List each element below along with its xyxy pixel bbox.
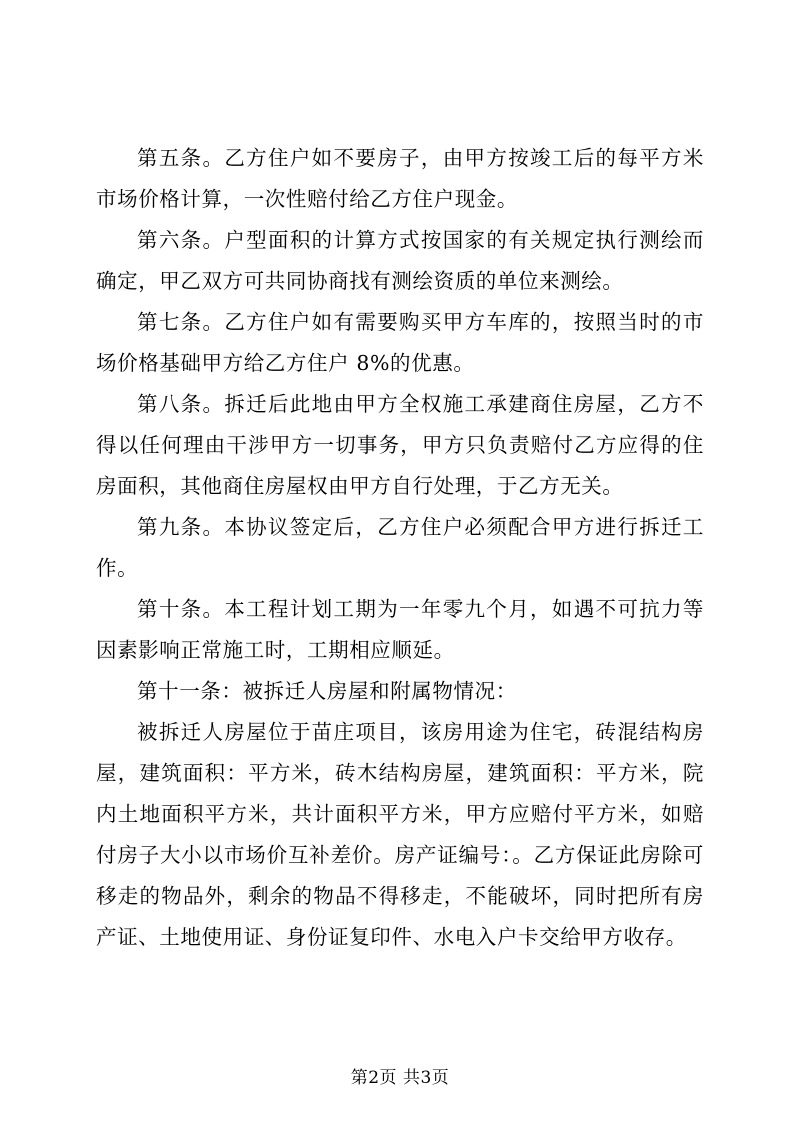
paragraph-property-details: 被拆迁人房屋位于苗庄项目，该房用途为住宅，砖混结构房屋，建筑面积：平方米，砖木结构房屋，建筑面积：平方米，院内土地面积平方米，共计面积平方米，甲方应赔付平方米，如赔付房子大小以市场价互补差价。房产证编号：。乙方保证此房除可移走的物品外，剩余的物品不得移走，不能破坏，同时把所有房产证、土地使用证、身份证复印件、水电入户卡交给甲方收存。 xyxy=(96,720,704,949)
page-footer: 第2页 共3页 xyxy=(350,1068,450,1088)
paragraph-clause-11: 第十一条：被拆迁人房屋和附属物情况： xyxy=(137,679,517,703)
paragraph-clause-9: 第九条。本协议签定后，乙方住户必须配合甲方进行拆迁工作。 xyxy=(96,515,704,580)
paragraph-clause-8: 第八条。拆迁后此地由甲方全权施工承建商住房屋，乙方不得以任何理由干涉甲方一切事务，甲方只负责赔付乙方应得的住房面积，其他商住房屋权由甲方自行处理，于乙方无关。 xyxy=(96,392,704,498)
document-body xyxy=(96,138,704,958)
paragraph-clause-7: 第七条。乙方住户如有需要购买甲方车库的，按照当时的市场价格基础甲方给乙方住户 8%的优惠。 xyxy=(96,310,704,375)
paragraph-clause-5: 第五条。乙方住户如不要房子，由甲方按竣工后的每平方米市场价格计算，一次性赔付给乙方住户现金。 xyxy=(96,146,704,211)
paragraph-clause-10: 第十条。本工程计划工期为一年零九个月，如遇不可抗力等因素影响正常施工时，工期相应顺延。 xyxy=(96,597,704,662)
paragraph-clause-6: 第六条。户型面积的计算方式按国家的有关规定执行测绘而确定，甲乙双方可共同协商找有测绘资质的单位来测绘。 xyxy=(96,228,704,293)
